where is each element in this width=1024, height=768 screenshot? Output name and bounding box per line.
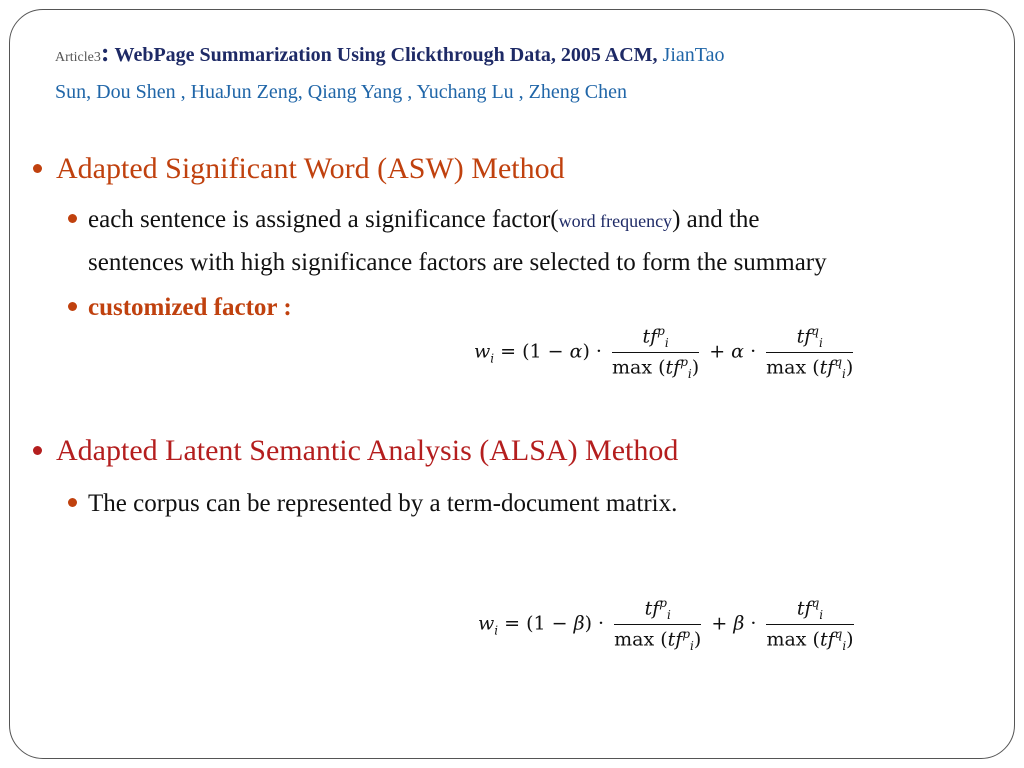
tf: tf [819,628,835,651]
fraction-denominator: $\max (tf^p_i)$ [612,355,700,382]
authors-line1: JianTao [662,44,725,66]
paper-title: WebPage Summarization Using Clickthrough Data, 2005 ACM, [114,44,658,66]
sup-p: p [657,324,665,338]
formula-w: w [474,340,491,363]
fraction-q [766,596,853,653]
fraction-numerator [766,324,853,353]
bullet-dot [33,164,42,173]
tf: tf [644,597,660,620]
formula-eq: = (1 − [504,612,568,635]
asw-bullet-significance-text [68,199,1008,284]
fraction-denominator: $\max (tf^q_i)$ [766,355,854,382]
bullet-dot [68,302,77,311]
asw-bullet1-part2: ) and the [672,206,760,233]
sup-q: q [834,627,843,642]
fraction-p [612,324,699,381]
sup-p: p [659,596,667,610]
sup-q: q [834,355,843,370]
formula-i: i [494,623,499,638]
bullet-dot [68,498,77,507]
bullet-dot [68,214,77,223]
asw-heading [33,152,565,186]
tf: tf [796,325,812,348]
sup-q: q [811,324,819,338]
formula-close-dot: ) · [584,612,605,635]
sup-q: q [811,596,820,610]
fraction-numerator [614,596,701,625]
sup-p: p [682,627,691,642]
fraction-denominator: $\max (tf^p_i)$ [614,627,702,654]
sub-i: i [819,608,824,623]
formula-plus: + [711,612,728,635]
header-colon: : [100,38,110,67]
customized-factor-label: customized factor : [88,294,292,321]
formula-i: i [490,351,495,366]
max: max [614,628,655,651]
formula-beta-symbol: β [573,612,585,635]
alsa-bullet-corpus [68,483,677,525]
formula-plus: + [709,340,726,363]
article-label: Article3 [55,50,101,65]
alsa-heading-text: Adapted Latent Semantic Analysis (ALSA) Method [56,434,679,467]
asw-bullet-significance [68,199,1008,284]
tf: tf [667,628,683,651]
fraction-p [614,596,701,653]
formula-beta [478,596,858,653]
fraction-numerator [766,596,853,625]
word-frequency-note: word frequency [558,211,673,231]
sub-i: i [664,336,669,351]
asw-bullet1-part1: each sentence is assigned a significance factor( [88,206,559,233]
asw-bullet-customized [68,287,292,329]
alsa-heading [33,434,678,468]
formula-beta-symbol: β [733,612,745,635]
fraction-numerator [612,324,699,353]
max: max [612,356,653,379]
max: max [766,356,807,379]
tf: tf [796,597,812,620]
authors-line2: Sun, Dou Shen , HuaJun Zeng, Qiang Yang , Yuchang Lu , Zheng Chen [55,81,627,103]
asw-heading-text: Adapted Significant Word (ASW) Method [56,152,565,185]
formula-alpha [474,324,857,381]
tf: tf [819,356,835,379]
formula-alpha-symbol: α [569,340,583,363]
fraction-q [766,324,853,381]
formula-w: w [478,612,495,635]
sub-i: i [842,639,847,654]
formula-close-dot: ) · [582,340,602,363]
sub-i: i [842,367,846,382]
tf: tf [665,356,681,379]
sub-i: i [687,367,692,382]
fraction-denominator: $\max (tf^q_i)$ [766,627,854,654]
alsa-bullet-corpus-text: The corpus can be represented by a term-document matrix. [88,490,678,517]
formula-dot: · [750,340,757,363]
sub-i: i [690,639,694,654]
max: max [766,628,807,651]
formula-eq: = (1 − [500,340,564,363]
formula-alpha-symbol: α [731,340,745,363]
tf: tf [642,325,658,348]
sub-i: i [666,608,671,623]
bullet-dot [33,446,42,455]
formula-dot: · [750,612,757,635]
sup-p: p [680,355,688,370]
asw-bullet1-line2: sentences with high significance factors are selected to form the summary [88,249,827,276]
slide-header [55,36,955,109]
sub-i: i [818,336,823,351]
